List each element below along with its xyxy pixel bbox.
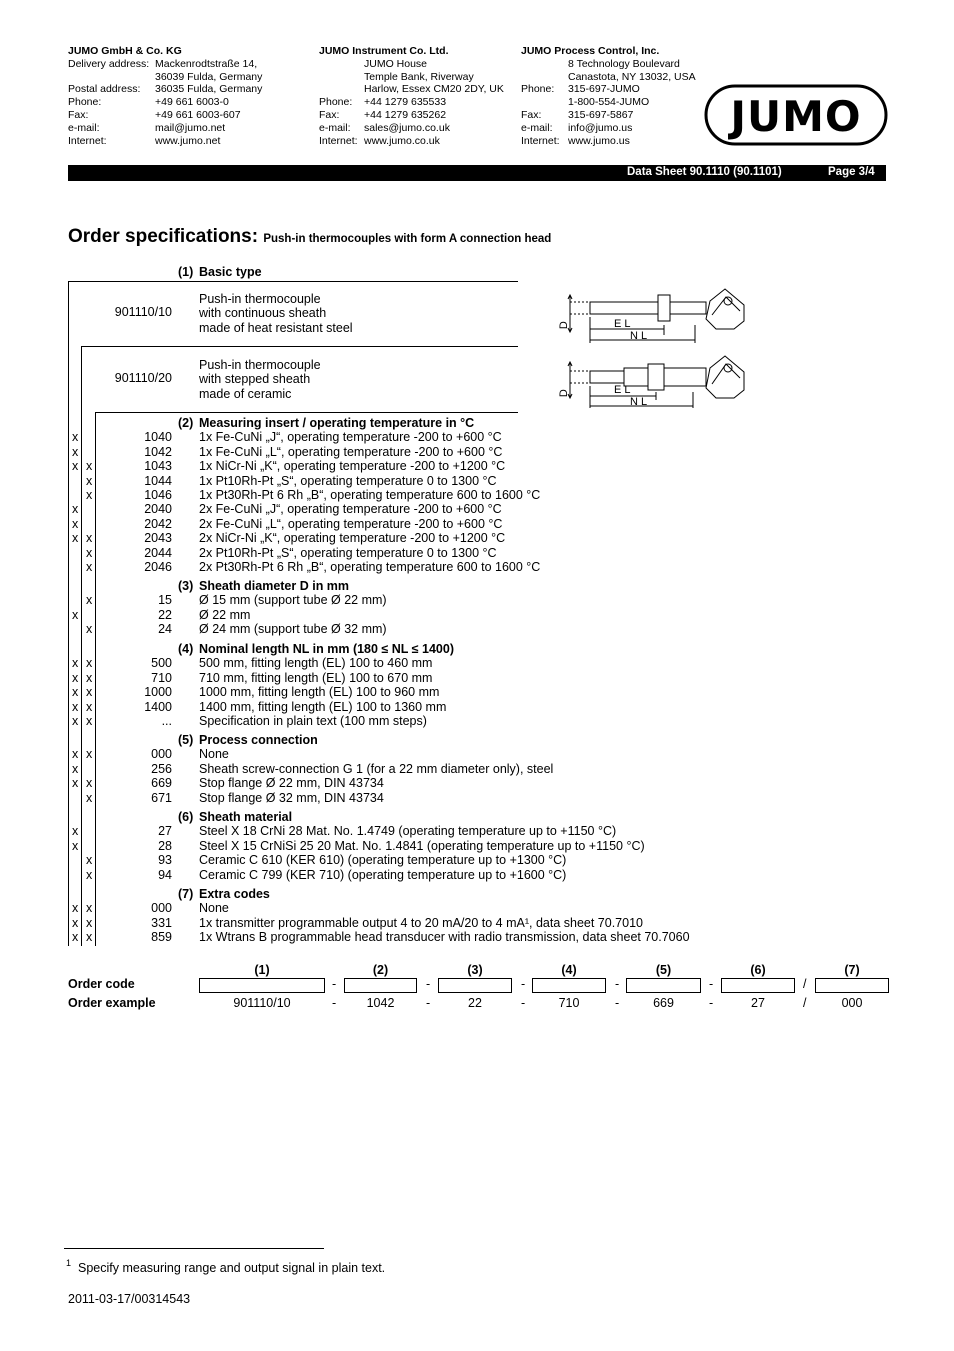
option-mark-type-10: x (72, 699, 79, 714)
order-separator: - (332, 996, 337, 1010)
option-mark-type-10: x (72, 915, 79, 930)
option-mark-type-10: x (72, 776, 79, 791)
option-description: 1x Fe-CuNi „L“, operating temperature -200 to +600 °C (199, 444, 503, 459)
diagram-label-d: D (557, 389, 570, 398)
diagram-label-nl: N L (630, 330, 648, 342)
order-separator: - (521, 977, 526, 991)
option-description: Stop flange Ø 22 mm, DIN 43734 (199, 776, 384, 791)
option-code: 1044 (144, 473, 172, 488)
section-4-title: Nominal length NL in mm (180 ≤ NL ≤ 1400) (199, 642, 454, 656)
type-2-rule (81, 346, 518, 347)
footnote-rule (64, 1248, 324, 1249)
option-mark-type-10: x (72, 838, 79, 853)
thermocouple-stepped-sheath-diagram (560, 350, 750, 410)
order-code-label: Order code (68, 977, 135, 991)
document-number: 2011-03-17/00314543 (68, 1292, 191, 1306)
option-mark-type-10: x (72, 685, 79, 700)
option-description: 2x Pt10Rh-Pt „S“, operating temperature 0 to 1300 °C (199, 545, 497, 560)
address-line: Phone: 315-697-JUMO (521, 83, 640, 96)
order-column-label: (3) (467, 963, 483, 977)
option-description: None (199, 747, 229, 762)
datasheet-number: Data Sheet 90.1110 (90.1101) (627, 166, 782, 178)
option-description: None (199, 901, 229, 916)
option-mark-type-20: x (86, 853, 93, 868)
option-mark-type-20: x (86, 473, 93, 488)
section-7-number: (7) (178, 887, 194, 901)
section-3-number: (3) (178, 579, 194, 593)
option-mark-type-20: x (86, 459, 93, 474)
order-column-label: (7) (844, 963, 860, 977)
order-separator: / (803, 996, 807, 1010)
order-example-value: 710 (558, 996, 580, 1010)
page-title (68, 226, 551, 248)
address-line: e-mail: mail@jumo.net (68, 121, 226, 134)
option-code: 256 (151, 761, 172, 776)
order-example-value: 000 (841, 996, 863, 1010)
option-code: 94 (158, 867, 172, 882)
option-description: 500 mm, fitting length (EL) 100 to 460 mm (199, 656, 433, 671)
option-mark-type-10: x (72, 747, 79, 762)
option-mark-type-10: x (72, 502, 79, 517)
section-2-number: (2) (178, 416, 194, 430)
option-mark-type-20: x (86, 699, 93, 714)
order-code-field[interactable] (815, 978, 889, 993)
order-separator: - (332, 977, 337, 991)
order-separator: / (803, 977, 807, 991)
option-mark-type-20: x (86, 670, 93, 685)
order-example-value: 669 (653, 996, 674, 1010)
option-code: 2043 (144, 531, 172, 546)
option-description: Stop flange Ø 32 mm, DIN 43734 (199, 790, 384, 805)
section-1-rule (68, 281, 518, 282)
address-line: Fax: +49 661 6003-607 (68, 108, 241, 121)
option-code: 27 (158, 824, 172, 839)
option-code: 1043 (144, 459, 172, 474)
option-mark-type-10: x (72, 714, 79, 728)
address-line: Internet: www.jumo.us (521, 134, 630, 147)
option-mark-type-20: x (86, 867, 93, 882)
section-1-title: Basic type (199, 265, 262, 279)
option-description: 1400 mm, fitting length (EL) 100 to 1360 mm (199, 699, 447, 714)
company-name: JUMO GmbH & Co. KG (68, 45, 182, 57)
option-mark-type-20: x (86, 747, 93, 762)
option-description: Ceramic C 799 (KER 710) (operating temperature up to +1600 °C) (199, 867, 567, 882)
option-code: 000 (151, 747, 172, 762)
option-description: Ø 24 mm (support tube Ø 32 mm) (199, 622, 387, 637)
tree-line-1 (68, 281, 69, 946)
option-description: 1x Pt30Rh-Pt 6 Rh „B“, operating temperature 600 to 1600 °C (199, 488, 541, 502)
option-code: 24 (158, 622, 172, 637)
option-description: 1x Fe-CuNi „J“, operating temperature -200 to +600 °C (199, 430, 502, 445)
order-code-field[interactable] (199, 978, 325, 993)
option-description: Ø 22 mm (199, 607, 251, 622)
diagram-label-nl: N L (630, 396, 648, 408)
option-mark-type-20: x (86, 560, 93, 574)
order-separator: - (615, 996, 620, 1010)
order-column-label: (2) (372, 963, 389, 977)
section-2-rule (95, 412, 518, 413)
option-code: 500 (151, 656, 172, 671)
option-code: 2046 (144, 560, 172, 574)
option-mark-type-20: x (86, 790, 93, 805)
option-code: 331 (151, 915, 172, 930)
option-code: 1040 (144, 430, 172, 445)
option-code: 15 (158, 593, 172, 608)
option-description: 1x Wtrans B programmable head transducer with radio transmission, data sheet 70.7060 (199, 930, 690, 945)
section-4-number: (4) (178, 642, 194, 656)
option-code: 669 (151, 776, 172, 791)
order-example-value: 27 (751, 996, 765, 1010)
option-description: 2x Fe-CuNi „J“, operating temperature -200 to +600 °C (199, 502, 502, 517)
order-column-label: (1) (254, 963, 270, 977)
order-column-label: (5) (655, 963, 672, 977)
diagram-label-el: E L (614, 318, 631, 330)
title-main: Order specifications: (68, 226, 259, 247)
tree-line-2 (81, 346, 82, 946)
address-line: JUMO House (364, 57, 428, 70)
address-line: Internet: www.jumo.co.uk (319, 134, 440, 147)
address-line: 1-800-554-JUMO (568, 96, 650, 109)
option-mark-type-20: x (86, 915, 93, 930)
address-line: e-mail: info@jumo.us (521, 121, 633, 134)
option-mark-type-10: x (72, 930, 79, 945)
address-jumo-uk (319, 45, 504, 147)
option-description: Ø 15 mm (support tube Ø 22 mm) (199, 593, 387, 608)
option-mark-type-20: x (86, 622, 93, 637)
address-line: Canastota, NY 13032, USA (568, 70, 696, 83)
option-mark-type-10: x (72, 607, 79, 622)
option-code: 1046 (144, 488, 172, 502)
option-mark-type-10: x (72, 656, 79, 671)
option-mark-type-10: x (72, 516, 79, 531)
address-line: Temple Bank, Riverway (364, 70, 474, 83)
page-number: Page 3/4 (828, 166, 875, 178)
option-mark-type-10: x (72, 824, 79, 839)
order-separator: - (709, 996, 714, 1010)
thermocouple-continuous-sheath-diagram (560, 285, 750, 345)
option-description: 710 mm, fitting length (EL) 100 to 670 mm (199, 670, 433, 685)
option-description: 2x Fe-CuNi „L“, operating temperature -200 to +600 °C (199, 516, 503, 531)
footnote-mark: 1 (66, 1258, 72, 1268)
section-5-number: (5) (178, 733, 194, 747)
order-code-field[interactable] (438, 978, 512, 993)
order-code-field[interactable] (626, 978, 701, 993)
option-description: Steel X 18 CrNi 28 Mat. No. 1.4749 (operating temperature up to +1150 °C) (199, 824, 617, 839)
option-mark-type-20: x (86, 545, 93, 560)
option-mark-type-10: x (72, 531, 79, 546)
footnote-text: Specify measuring range and output signal in plain text. (78, 1261, 386, 1275)
option-mark-type-20: x (86, 685, 93, 700)
option-description: 1x Pt10Rh-Pt „S“, operating temperature 0 to 1300 °C (199, 473, 497, 488)
option-mark-type-20: x (86, 488, 93, 502)
order-separator: - (615, 977, 620, 991)
address-line: Postal address: 36035 Fulda, Germany (68, 83, 263, 96)
datasheet-header-bar (68, 165, 886, 181)
order-column-label: (6) (750, 963, 766, 977)
address-line: Harlow, Essex CM20 2DY, UK (364, 83, 504, 96)
option-mark-type-10: x (72, 761, 79, 776)
diagram-label-el: E L (614, 384, 631, 396)
tree-line-3 (95, 412, 96, 946)
option-description: Ceramic C 610 (KER 610) (operating temperature up to +1300 °C) (199, 853, 567, 868)
diagram-label-d: D (557, 321, 570, 330)
option-mark-type-20: x (86, 531, 93, 546)
order-code-field[interactable] (344, 978, 417, 993)
order-separator: - (521, 996, 526, 1010)
order-code-field[interactable] (532, 978, 606, 993)
address-line: 8 Technology Boulevard (568, 57, 680, 70)
option-description: 1x transmitter programmable output 4 to 20 mA/20 to 4 mA¹, data sheet 70.7010 (199, 915, 643, 930)
option-description: Sheath screw-connection G 1 (for a 22 mm diameter only), steel (199, 761, 554, 776)
option-code: ... (161, 714, 172, 728)
address-line: Delivery address: Mackenrodtstraße 14, (68, 57, 258, 70)
option-code: 28 (158, 838, 172, 853)
basic-type-code: 901110/10 (114, 305, 172, 319)
option-mark-type-20: x (86, 901, 93, 916)
option-code: 93 (158, 853, 172, 868)
order-separator: - (426, 996, 431, 1010)
option-mark-type-10: x (72, 444, 79, 459)
option-mark-type-10: x (72, 459, 79, 474)
address-line: Fax: 315-697-5867 (521, 108, 634, 121)
order-example-value: 22 (468, 996, 482, 1010)
option-code: 000 (151, 901, 172, 916)
option-code: 2040 (144, 502, 172, 517)
address-line: Internet: www.jumo.net (68, 134, 221, 147)
option-mark-type-10: x (72, 901, 79, 916)
order-example-label: Order example (68, 996, 156, 1010)
company-name: JUMO Instrument Co. Ltd. (319, 45, 449, 57)
option-code: 859 (151, 930, 172, 945)
option-code: 1042 (144, 444, 172, 459)
option-code: 1000 (144, 685, 172, 700)
option-mark-type-20: x (86, 930, 93, 945)
section-1-number: (1) (178, 265, 194, 279)
section-5-title: Process connection (199, 733, 318, 747)
jumo-logo (704, 84, 888, 146)
order-separator: - (709, 977, 714, 991)
address-jumo-usa (521, 45, 696, 147)
basic-type-description: Push-in thermocouple with continuous sheath made of heat resistant steel (199, 292, 353, 335)
order-code-field[interactable] (721, 978, 795, 993)
basic-type-code: 901110/20 (114, 371, 172, 385)
order-example-value: 901110/10 (233, 996, 291, 1010)
option-mark-type-20: x (86, 593, 93, 608)
order-separator: - (426, 977, 431, 991)
section-3-title: Sheath diameter D in mm (199, 579, 350, 593)
company-name: JUMO Process Control, Inc. (521, 45, 660, 57)
option-description: Steel X 15 CrNiSi 25 20 Mat. No. 1.4841 (operating temperature up to +1150 °C) (199, 838, 645, 853)
option-code: 2042 (144, 516, 172, 531)
address-line: Phone: +44 1279 635533 (319, 96, 447, 109)
svg-text:JUMO: JUMO (730, 92, 862, 141)
option-description: 1x NiCr-Ni „K“, operating temperature -200 to +1200 °C (199, 459, 506, 474)
option-code: 1400 (144, 699, 172, 714)
section-6-number: (6) (178, 810, 194, 824)
address-line: Fax: +44 1279 635262 (319, 108, 447, 121)
option-code: 671 (151, 790, 172, 805)
option-code: 710 (151, 670, 172, 685)
option-description: Specification in plain text (100 mm steps) (199, 714, 427, 728)
address-line: Phone: +49 661 6003-0 (68, 96, 229, 109)
order-column-label: (4) (561, 963, 577, 977)
option-mark-type-20: x (86, 714, 93, 728)
option-mark-type-10: x (72, 430, 79, 445)
option-code: 2044 (144, 545, 172, 560)
option-code: 22 (158, 607, 172, 622)
option-mark-type-20: x (86, 776, 93, 791)
address-line: 36039 Fulda, Germany (155, 70, 263, 83)
section-7-title: Extra codes (199, 887, 270, 901)
title-sub: Push-in thermocouples with form A connection head (263, 233, 552, 245)
option-description: 2x Pt30Rh-Pt 6 Rh „B“, operating temperature 600 to 1600 °C (199, 560, 541, 574)
address-line: e-mail: sales@jumo.co.uk (319, 121, 450, 134)
option-mark-type-10: x (72, 670, 79, 685)
section-6-title: Sheath material (199, 810, 293, 824)
option-description: 1000 mm, fitting length (EL) 100 to 960 mm (199, 685, 440, 700)
basic-type-description: Push-in thermocouple with stepped sheath made of ceramic (199, 358, 321, 401)
order-example-value: 1042 (366, 996, 395, 1010)
address-jumo-germany (68, 45, 262, 147)
option-description: 2x NiCr-Ni „K“, operating temperature -200 to +1200 °C (199, 531, 506, 546)
option-mark-type-20: x (86, 656, 93, 671)
section-2-title: Measuring insert / operating temperature in °C (199, 416, 475, 430)
